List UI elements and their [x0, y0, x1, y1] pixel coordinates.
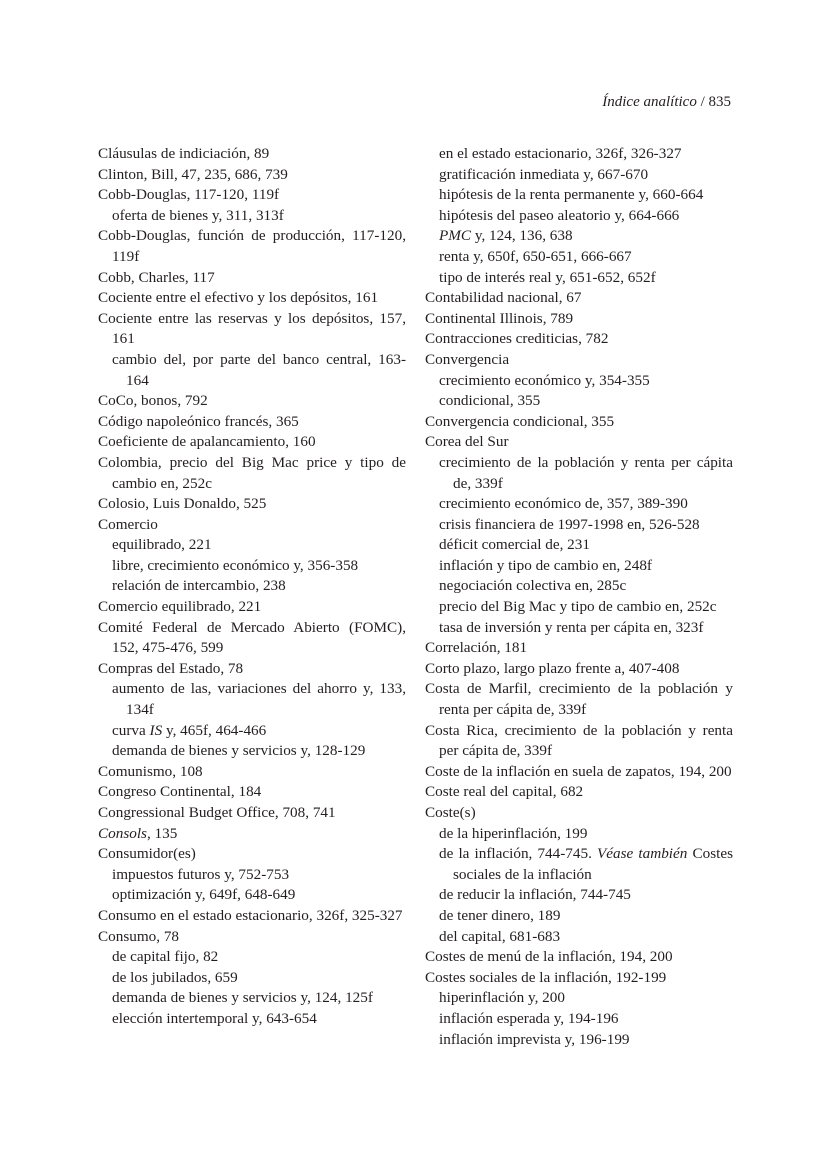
index-entry	[98, 185, 406, 206]
index-entry	[98, 268, 406, 289]
index-entry-text: de la hiperinflación, 199	[439, 824, 588, 842]
index-subentry	[425, 556, 733, 577]
index-entry-text: demanda de bienes y servicios y, 124, 125f	[112, 989, 373, 1007]
index-entry	[98, 618, 406, 659]
index-entry-italic: IS	[149, 721, 163, 739]
index-entry	[425, 412, 733, 433]
index-entry	[98, 782, 406, 803]
index-subentry	[425, 165, 733, 186]
index-subentry	[98, 1009, 406, 1030]
index-entry	[98, 288, 406, 309]
index-subentry	[98, 350, 406, 391]
index-entry	[425, 659, 733, 680]
index-entry-text: Costes de menú de la inflación, 194, 200	[425, 948, 673, 966]
index-column-left	[98, 144, 406, 1030]
index-entry-text: de los jubilados, 659	[112, 968, 238, 986]
index-entry-text: Comité Federal de Mercado Abierto (FOMC), 152, 475-476, 599	[98, 618, 406, 657]
index-subentry	[98, 741, 406, 762]
index-subentry	[425, 371, 733, 392]
index-entry	[425, 782, 733, 803]
index-subentry	[425, 906, 733, 927]
index-entry	[425, 432, 733, 453]
index-entry-text: Coste de la inflación en suela de zapatos, 194, 200	[425, 762, 732, 780]
index-entry	[98, 515, 406, 536]
index-entry-text: hiperinflación y, 200	[439, 989, 565, 1007]
index-entry-text: crisis financiera de 1997-1998 en, 526-528	[439, 515, 700, 533]
index-subentry	[98, 576, 406, 597]
index-entry-text: Colombia, precio del Big Mac price y tipo de cambio en, 252c	[98, 453, 406, 492]
index-entry-text: Costes sociales de la inflación	[453, 845, 733, 883]
index-entry-text: Coste(s)	[425, 804, 476, 821]
index-subentry	[425, 206, 733, 227]
index-entry-text: en el estado estacionario, 326f, 326-327	[439, 145, 682, 162]
index-entry	[98, 494, 406, 515]
index-subentry	[425, 885, 733, 906]
index-entry-text: Comercio equilibrado, 221	[98, 598, 262, 616]
index-column-right	[425, 144, 733, 1050]
index-entry	[98, 144, 406, 165]
index-entry-text: Costa de Marfil, crecimiento de la población y renta per cápita de, 339f	[425, 680, 733, 719]
index-entry-text: tasa de inversión y renta per cápita en, 323f	[439, 618, 704, 636]
running-header-separator: /	[696, 94, 709, 110]
index-entry-text: Congreso Continental, 184	[98, 783, 262, 801]
index-entry-text: Clinton, Bill, 47, 235, 686, 739	[98, 165, 288, 183]
index-entry-text: del capital, 681-683	[439, 927, 561, 945]
index-subentry	[425, 391, 733, 412]
index-entry	[98, 803, 406, 824]
index-entry	[425, 968, 733, 989]
index-entry	[425, 309, 733, 330]
index-entry-text: Corto plazo, largo plazo frente a, 407-408	[425, 659, 680, 677]
index-entry	[98, 659, 406, 680]
index-entry-text: crecimiento de la población y renta per cápita de, 339f	[439, 453, 733, 492]
index-entry-text: condicional, 355	[439, 392, 541, 410]
index-entry-text: Cobb-Douglas, 117-120, 119f	[98, 186, 280, 204]
index-entry-text: Consumo en el estado estacionario, 326f, 325-327	[98, 906, 403, 924]
index-subentry	[425, 618, 733, 639]
index-entry	[425, 762, 733, 783]
index-entry-text: y, 124, 136, 638	[471, 227, 573, 245]
index-subentry	[98, 947, 406, 968]
index-entry-text: Correlación, 181	[425, 639, 528, 657]
index-entry	[425, 947, 733, 968]
index-subentry	[425, 597, 733, 618]
index-entry-text: Cobb, Charles, 117	[98, 268, 215, 286]
index-entry-text: Coeficiente de apalancamiento, 160	[98, 433, 316, 451]
index-subentry	[98, 865, 406, 886]
index-entry-text: Contracciones crediticias, 782	[425, 330, 609, 348]
index-entry-text: equilibrado, 221	[112, 536, 212, 554]
index-entry	[98, 844, 406, 865]
index-entry-text: gratificación inmediata y, 667-670	[439, 165, 649, 183]
index-entry	[425, 638, 733, 659]
running-header	[602, 94, 731, 111]
index-subentry	[425, 824, 733, 845]
index-entry-text: Compras del Estado, 78	[98, 659, 244, 677]
index-subentry	[425, 844, 733, 885]
index-entry-text: negociación colectiva en, 285c	[439, 577, 627, 595]
index-entry	[98, 226, 406, 267]
index-subentry	[425, 1009, 733, 1030]
index-entry-text: hipótesis del paseo aleatorio y, 664-666	[439, 206, 680, 224]
index-entry-text: cambio del, por parte del banco central, 163-164	[112, 350, 406, 389]
index-entry-italic: Véase también	[597, 845, 688, 863]
index-entry	[425, 721, 733, 762]
index-entry-text: precio del Big Mac y tipo de cambio en, 252c	[439, 598, 717, 616]
index-entry-italic: Consols	[98, 824, 147, 842]
index-entry-text: y, 465f, 464-466	[162, 721, 267, 739]
index-entry	[425, 679, 733, 720]
index-entry-text: Convergencia condicional, 355	[425, 412, 615, 430]
index-entry-text: inflación imprevista y, 196-199	[439, 1030, 630, 1048]
index-entry-text: Congressional Budget Office, 708, 741	[98, 804, 336, 821]
index-entry-text: elección intertemporal y, 643-654	[112, 1009, 317, 1027]
index-entry	[425, 350, 733, 371]
index-entry	[98, 927, 406, 948]
index-entry-text: crecimiento económico y, 354-355	[439, 371, 650, 389]
index-entry-text: Corea del Sur	[425, 433, 509, 451]
index-entry-text: crecimiento económico de, 357, 389-390	[439, 495, 688, 513]
index-entry-text: de tener dinero, 189	[439, 906, 561, 924]
index-subentry	[425, 494, 733, 515]
index-subentry	[425, 453, 733, 494]
index-entry	[98, 391, 406, 412]
index-entry-text: Convergencia	[425, 350, 510, 368]
index-entry-text: hipótesis de la renta permanente y, 660-664	[439, 186, 704, 204]
index-entry-text: Contabilidad nacional, 67	[425, 289, 582, 307]
index-entry-text: relación de intercambio, 238	[112, 577, 286, 595]
index-entry	[425, 803, 733, 824]
index-entry-text: Colosio, Luis Donaldo, 525	[98, 495, 267, 513]
index-entry	[98, 412, 406, 433]
index-subentry	[425, 1030, 733, 1051]
index-entry	[98, 906, 406, 927]
index-entry-text: Cociente entre el efectivo y los depósitos, 161	[98, 289, 379, 307]
index-entry-text: impuestos futuros y, 752-753	[112, 865, 290, 883]
index-entry-text: inflación y tipo de cambio en, 248f	[439, 556, 652, 574]
index-entry-text: oferta de bienes y, 311, 313f	[112, 206, 284, 224]
index-entry	[425, 329, 733, 350]
index-entry-text: , 135	[146, 824, 178, 842]
index-subentry	[98, 968, 406, 989]
index-entry-text: déficit comercial de, 231	[439, 536, 590, 554]
index-entry	[98, 432, 406, 453]
page-number: 835	[708, 94, 731, 110]
index-entry-text: de la inflación, 744-745.	[439, 845, 598, 863]
index-entry	[98, 597, 406, 618]
index-entry-text: curva	[112, 721, 150, 739]
index-entry-text: Comercio	[98, 515, 158, 533]
index-subentry	[98, 556, 406, 577]
index-entry-text: Cociente entre las reservas y los depósitos, 157, 161	[98, 309, 406, 348]
index-entry-text: renta y, 650f, 650-651, 666-667	[439, 247, 632, 265]
index-subentry	[425, 576, 733, 597]
index-entry-text: Continental Illinois, 789	[425, 309, 574, 327]
index-entry-text: tipo de interés real y, 651-652, 652f	[439, 268, 656, 286]
index-entry-text: de reducir la inflación, 744-745	[439, 886, 631, 904]
index-entry	[98, 824, 406, 845]
index-entry-text: Costa Rica, crecimiento de la población y renta per cápita de, 339f	[425, 721, 733, 760]
index-entry-text: Coste real del capital, 682	[425, 783, 584, 801]
index-entry-text: Cláusulas de indiciación, 89	[98, 145, 270, 162]
index-subentry	[425, 927, 733, 948]
index-subentry	[98, 535, 406, 556]
running-header-title: Índice analítico	[602, 94, 697, 110]
index-subentry	[425, 988, 733, 1009]
index-entry-text: Consumo, 78	[98, 927, 180, 945]
index-entry-text: libre, crecimiento económico y, 356-358	[112, 556, 359, 574]
index-subentry	[425, 268, 733, 289]
index-subentry	[98, 679, 406, 720]
index-entry	[98, 309, 406, 350]
index-entry	[98, 762, 406, 783]
index-entry	[98, 165, 406, 186]
index-entry-text: demanda de bienes y servicios y, 128-129	[112, 742, 366, 760]
index-entry-text: Consumidor(es)	[98, 845, 196, 863]
index-subentry	[425, 247, 733, 268]
index-entry-text: Costes sociales de la inflación, 192-199	[425, 968, 667, 986]
index-subentry	[98, 988, 406, 1009]
index-subentry	[425, 515, 733, 536]
index-subentry	[425, 226, 733, 247]
index-entry-text: Código napoleónico francés, 365	[98, 412, 299, 430]
index-entry	[98, 453, 406, 494]
index-entry-text: optimización y, 649f, 648-649	[112, 886, 296, 904]
index-entry-italic: PMC	[439, 227, 472, 245]
index-entry-text: CoCo, bonos, 792	[98, 392, 208, 410]
index-subentry	[425, 535, 733, 556]
index-entry-text: de capital fijo, 82	[112, 948, 219, 966]
index-subentry	[98, 206, 406, 227]
index-subentry	[425, 185, 733, 206]
index-entry-text: inflación esperada y, 194-196	[439, 1009, 619, 1027]
index-subentry	[98, 721, 406, 742]
index-subentry	[425, 144, 733, 165]
index-entry-text: Comunismo, 108	[98, 762, 203, 780]
index-entry	[425, 288, 733, 309]
index-entry-text: aumento de las, variaciones del ahorro y, 133, 134f	[112, 680, 406, 719]
index-subentry	[98, 885, 406, 906]
index-entry-text: Cobb-Douglas, función de producción, 117-120, 119f	[98, 227, 406, 265]
